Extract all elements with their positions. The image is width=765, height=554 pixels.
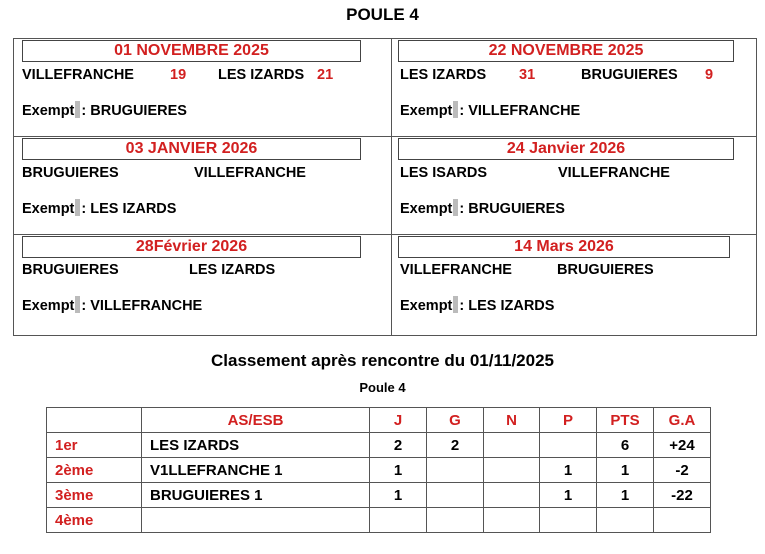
- text-cursor-mark: [75, 296, 80, 313]
- header-cell-rank: [47, 408, 142, 433]
- header-cell-team: AS/ESB: [142, 408, 370, 433]
- match-date: 24 Janvier 2026: [398, 138, 734, 160]
- exempt-label: Exempt: [22, 103, 75, 119]
- exempt-line: [400, 199, 565, 217]
- page-title: POULE 4: [346, 5, 419, 24]
- exempt-line: [400, 296, 554, 314]
- p-cell: [540, 508, 597, 533]
- exempt-label: Exempt: [400, 201, 453, 217]
- away-team: VILLEFRANCHE: [558, 165, 670, 181]
- g-cell: [427, 458, 484, 483]
- match-date: 28Février 2026: [22, 236, 361, 258]
- rank-cell: 4ème: [47, 508, 142, 533]
- g-cell: [427, 483, 484, 508]
- away-score: 21: [317, 67, 334, 83]
- n-cell: [484, 483, 540, 508]
- exempt-team: : LES IZARDS: [459, 298, 555, 314]
- match-cell-3: [14, 137, 391, 234]
- text-cursor-mark: [453, 296, 458, 313]
- table-row: [47, 433, 711, 458]
- standings-table: [46, 407, 711, 533]
- j-cell: 2: [370, 433, 427, 458]
- match-cell-2: [392, 39, 758, 136]
- away-team: VILLEFRANCHE: [194, 165, 306, 181]
- n-cell: [484, 508, 540, 533]
- p-cell: [540, 433, 597, 458]
- rank-cell: 1er: [47, 433, 142, 458]
- text-cursor-mark: [75, 101, 80, 118]
- exempt-label: Exempt: [400, 103, 453, 119]
- match-date: 01 NOVEMBRE 2025: [22, 40, 361, 62]
- g-cell: [427, 508, 484, 533]
- p-cell: 1: [540, 483, 597, 508]
- match-date: 14 Mars 2026: [398, 236, 730, 258]
- header-cell-g: G: [427, 408, 484, 433]
- table-header-row: [47, 408, 711, 433]
- exempt-team: : BRUGUIERES: [81, 103, 187, 119]
- exempt-team: : VILLEFRANCHE: [459, 103, 581, 119]
- header-cell-pts: PTS: [597, 408, 654, 433]
- rank-cell: 3ème: [47, 483, 142, 508]
- exempt-line: [22, 296, 202, 314]
- exempt-label: Exempt: [22, 201, 75, 217]
- text-cursor-mark: [453, 199, 458, 216]
- home-team: LES ISARDS: [400, 165, 488, 181]
- match-cell-4: [392, 137, 758, 234]
- exempt-line: [400, 101, 580, 119]
- header-cell-ga: G.A: [654, 408, 711, 433]
- exempt-line: [22, 199, 176, 217]
- text-cursor-mark: [453, 101, 458, 118]
- n-cell: [484, 433, 540, 458]
- team-cell: [142, 508, 370, 533]
- pts-cell: [597, 508, 654, 533]
- home-team: VILLEFRANCHE: [22, 67, 134, 83]
- pts-cell: 1: [597, 483, 654, 508]
- j-cell: 1: [370, 483, 427, 508]
- pts-cell: 1: [597, 458, 654, 483]
- home-team: LES IZARDS: [400, 67, 487, 83]
- g-cell: 2: [427, 433, 484, 458]
- table-row: [47, 483, 711, 508]
- away-team: LES IZARDS: [189, 262, 276, 278]
- standings-subtitle: Poule 4: [359, 380, 406, 395]
- n-cell: [484, 458, 540, 483]
- match-cell-5: [14, 235, 391, 335]
- exempt-line: [22, 101, 187, 119]
- exempt-label: Exempt: [400, 298, 453, 314]
- ga-cell: +24: [654, 433, 711, 458]
- header-cell-n: N: [484, 408, 540, 433]
- standings-title: Classement après rencontre du 01/11/2025: [210, 351, 554, 370]
- home-score: 31: [519, 67, 536, 83]
- table-row: [47, 508, 711, 533]
- table-row: [47, 458, 711, 483]
- match-date: 22 NOVEMBRE 2025: [398, 40, 734, 62]
- home-score: 19: [170, 67, 187, 83]
- exempt-team: : VILLEFRANCHE: [81, 298, 203, 314]
- rank-cell: 2ème: [47, 458, 142, 483]
- away-team: LES IZARDS: [218, 67, 305, 83]
- away-team: BRUGUIERES: [581, 67, 678, 83]
- team-cell: BRUGUIERES 1: [142, 483, 370, 508]
- pts-cell: 6: [597, 433, 654, 458]
- exempt-team: : LES IZARDS: [81, 201, 177, 217]
- home-team: BRUGUIERES: [22, 165, 119, 181]
- team-cell: LES IZARDS: [142, 433, 370, 458]
- header-cell-p: P: [540, 408, 597, 433]
- exempt-team: : BRUGUIERES: [459, 201, 565, 217]
- header-cell-j: J: [370, 408, 427, 433]
- match-date: 03 JANVIER 2026: [22, 138, 361, 160]
- home-team: VILLEFRANCHE: [400, 262, 512, 278]
- match-schedule-grid: [13, 38, 757, 336]
- away-score: 9: [705, 67, 714, 83]
- ga-cell: [654, 508, 711, 533]
- p-cell: 1: [540, 458, 597, 483]
- away-team: BRUGUIERES: [557, 262, 654, 278]
- j-cell: [370, 508, 427, 533]
- ga-cell: -22: [654, 483, 711, 508]
- home-team: BRUGUIERES: [22, 262, 119, 278]
- text-cursor-mark: [75, 199, 80, 216]
- team-cell: V1LLEFRANCHE 1: [142, 458, 370, 483]
- ga-cell: -2: [654, 458, 711, 483]
- match-cell-1: [14, 39, 391, 136]
- j-cell: 1: [370, 458, 427, 483]
- match-cell-6: [392, 235, 758, 335]
- exempt-label: Exempt: [22, 298, 75, 314]
